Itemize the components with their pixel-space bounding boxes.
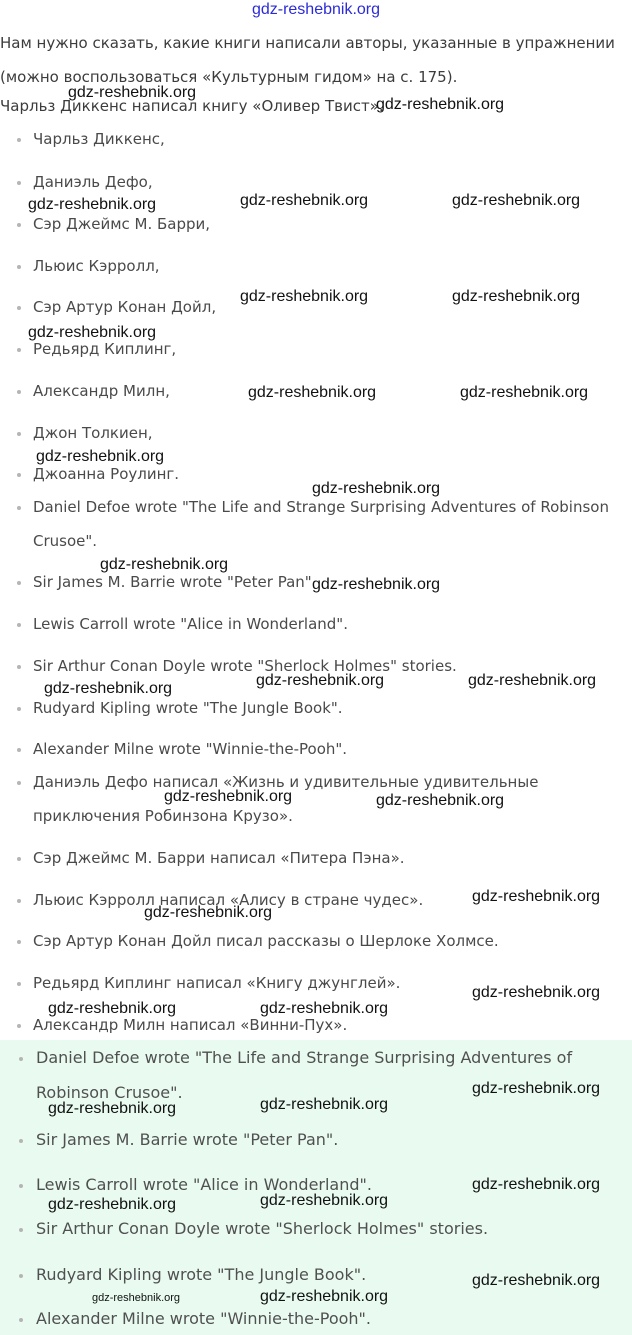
english-item-doyle: Sir Arthur Conan Doyle wrote "Sherlock Holmes" stories. [33, 657, 457, 675]
bullet [17, 623, 21, 627]
english-item-defoe-cont: Crusoe". [33, 532, 98, 550]
watermark: gdz-reshebnik.org [256, 672, 385, 689]
watermark: gdz-reshebnik.org [92, 1292, 181, 1304]
russian-item-defoe: Даниэль Дефо написал «Жизнь и удивительные удивительные [33, 773, 539, 791]
watermark: gdz-reshebnik.org [472, 888, 601, 905]
bullet [17, 348, 21, 352]
watermark: gdz-reshebnik.org [260, 1096, 389, 1113]
russian-item-milne: Александр Милн написал «Винни-Пух». [33, 1016, 348, 1034]
bullet [17, 432, 21, 436]
english-item-barrie: Sir James M. Barrie wrote "Peter Pan" [33, 573, 312, 591]
russian-item-carroll: Льюис Кэрролл написал «Алису в стране чудес». [33, 891, 424, 909]
author-item: Даниэль Дефо, [33, 173, 153, 191]
bullet [17, 581, 21, 585]
watermark: gdz-reshebnik.org [260, 1192, 389, 1209]
site-header[interactable]: gdz-reshebnik.org [251, 1, 381, 18]
bullet [17, 982, 21, 986]
english-item-carroll: Lewis Carroll wrote "Alice in Wonderland". [33, 615, 348, 633]
watermark: gdz-reshebnik.org [312, 480, 441, 497]
watermark: gdz-reshebnik.org [240, 288, 369, 305]
watermark: gdz-reshebnik.org [472, 1080, 601, 1097]
author-item: Льюис Кэрролл, [33, 257, 160, 275]
watermark: gdz-reshebnik.org [472, 984, 601, 1001]
answer-item-barrie: Sir James M. Barrie wrote "Peter Pan". [36, 1130, 339, 1149]
watermark: gdz-reshebnik.org [164, 788, 293, 805]
russian-item-kipling: Редьярд Киплинг написал «Книгу джунглей». [33, 974, 401, 992]
answer-item-milne: Alexander Milne wrote "Winnie-the-Pooh". [36, 1309, 371, 1328]
author-item: Сэр Джеймс М. Барри, [33, 215, 211, 233]
author-item: Сэр Артур Конан Дойл, [33, 298, 217, 316]
bullet [17, 138, 21, 142]
bullet [17, 665, 21, 669]
bullet [17, 781, 21, 785]
bullet [19, 1057, 23, 1061]
watermark: gdz-reshebnik.org [452, 288, 581, 305]
bullet [19, 1274, 23, 1278]
bullet [17, 265, 21, 269]
watermark: gdz-reshebnik.org [376, 96, 505, 113]
watermark: gdz-reshebnik.org [48, 1100, 177, 1117]
watermark: gdz-reshebnik.org [44, 680, 173, 697]
answer-item-kipling: Rudyard Kipling wrote "The Jungle Book". [36, 1265, 367, 1284]
english-item-kipling: Rudyard Kipling wrote "The Jungle Book". [33, 699, 343, 717]
author-item: Джон Толкиен, [33, 424, 153, 442]
bullet [17, 857, 21, 861]
author-item: Чарльз Диккенс, [33, 130, 165, 148]
bullet [17, 181, 21, 185]
russian-item-defoe-cont: приключения Робинзона Крузо». [33, 807, 293, 825]
bullet [17, 940, 21, 944]
watermark: gdz-reshebnik.org [48, 1000, 177, 1017]
answer-item-doyle: Sir Arthur Conan Doyle wrote "Sherlock Holmes" stories. [36, 1219, 489, 1238]
english-item-defoe: Daniel Defoe wrote "The Life and Strange Surprising Adventures of Robinson [33, 498, 609, 516]
russian-item-barrie: Сэр Джеймс М. Барри написал «Питера Пэна». [33, 849, 405, 867]
bullet [19, 1139, 23, 1143]
answer-item-carroll: Lewis Carroll wrote "Alice in Wonderland". [36, 1175, 372, 1194]
russian-item-doyle: Сэр Артур Конан Дойл писал рассказы о Шерлоке Холмсе. [33, 932, 499, 950]
watermark: gdz-reshebnik.org [472, 1176, 601, 1193]
author-item: Редьярд Киплинг, [33, 340, 177, 358]
watermark: gdz-reshebnik.org [240, 192, 369, 209]
bullet [19, 1184, 23, 1188]
bullet [19, 1318, 23, 1322]
intro-line-3: Чарльз Диккенс написал книгу «Оливер Твист». [0, 97, 384, 115]
bullet [17, 748, 21, 752]
bullet [17, 306, 21, 310]
watermark: gdz-reshebnik.org [260, 1288, 389, 1305]
bullet [17, 707, 21, 711]
bullet [17, 473, 21, 477]
watermark: gdz-reshebnik.org [260, 1000, 389, 1017]
watermark: gdz-reshebnik.org [28, 196, 157, 213]
watermark: gdz-reshebnik.org [68, 84, 197, 101]
watermark: gdz-reshebnik.org [376, 792, 505, 809]
watermark: gdz-reshebnik.org [468, 672, 597, 689]
watermark: gdz-reshebnik.org [472, 1272, 601, 1289]
author-item: Джоанна Роулинг. [33, 465, 180, 483]
watermark: gdz-reshebnik.org [48, 1196, 177, 1213]
bullet [17, 899, 21, 903]
watermark: gdz-reshebnik.org [36, 448, 165, 465]
intro-line-1: Нам нужно сказать, какие книги написали авторы, указанные в упражнении [0, 34, 615, 52]
answer-item-defoe: Daniel Defoe wrote "The Life and Strange Surprising Adventures of [36, 1048, 573, 1067]
answer-item-defoe-cont: Robinson Crusoe". [36, 1083, 183, 1102]
watermark: gdz-reshebnik.org [460, 384, 589, 401]
bullet [17, 223, 21, 227]
bullet [17, 390, 21, 394]
watermark: gdz-reshebnik.org [248, 384, 377, 401]
english-item-milne: Alexander Milne wrote "Winnie-the-Pooh". [33, 740, 348, 758]
watermark: gdz-reshebnik.org [100, 556, 229, 573]
watermark: gdz-reshebnik.org [452, 192, 581, 209]
watermark: gdz-reshebnik.org [28, 324, 157, 341]
author-item: Александр Милн, [33, 382, 170, 400]
watermark: gdz-reshebnik.org [312, 576, 441, 593]
watermark: gdz-reshebnik.org [144, 904, 273, 921]
bullet [17, 506, 21, 510]
bullet [19, 1228, 23, 1232]
bullet [17, 1024, 21, 1028]
intro-line-2: (можно воспользоваться «Культурным гидом» на с. 175). [0, 68, 458, 86]
